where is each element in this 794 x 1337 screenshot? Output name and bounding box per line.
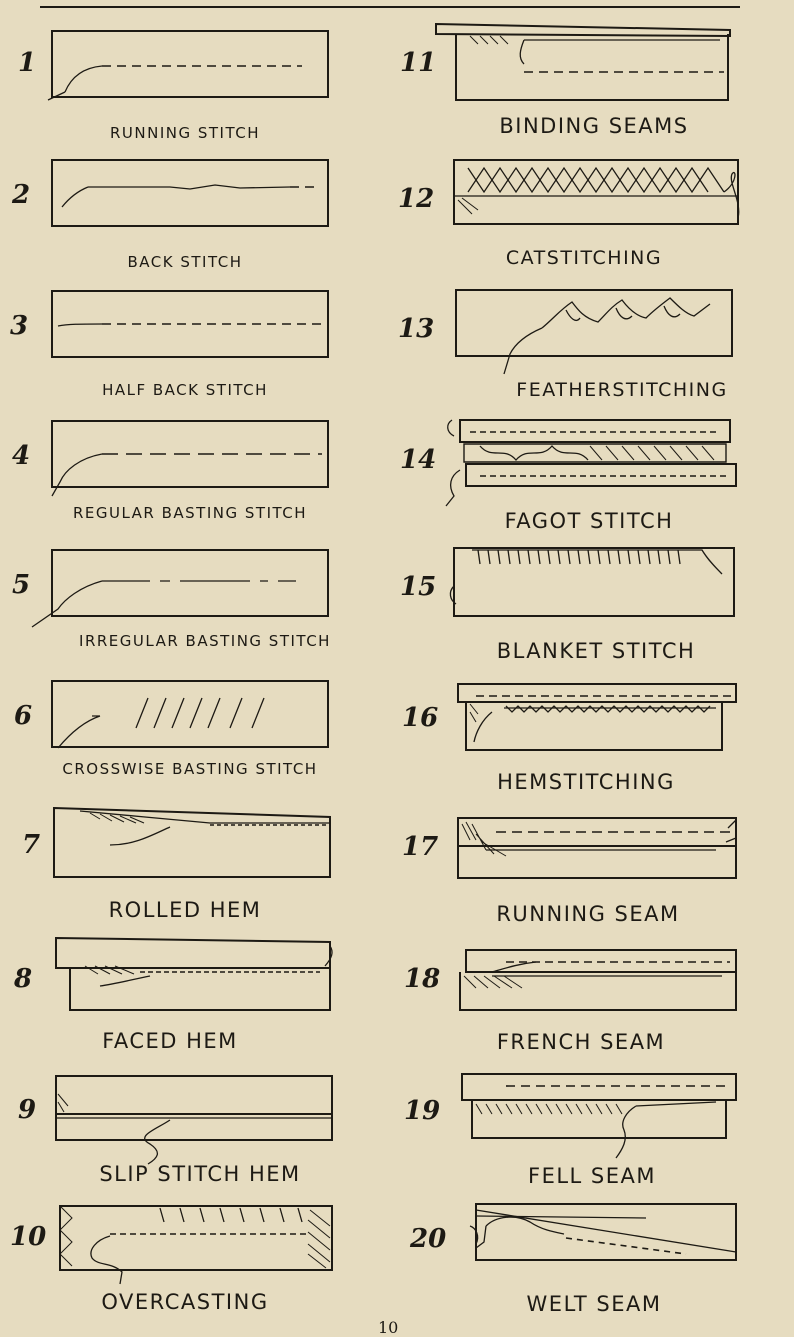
stitch-7-caption: ROLLED HEM	[108, 898, 262, 922]
stitch-1-number: 1	[18, 48, 37, 78]
stitch-7-number: 7	[22, 830, 41, 860]
stitch-10-number: 10	[10, 1222, 47, 1252]
top-rule	[40, 6, 740, 8]
stitch-8-caption: FACED HEM	[102, 1029, 238, 1053]
stitch-5-number: 5	[12, 570, 31, 600]
stitch-2-caption: BACK STITCH	[127, 253, 243, 271]
running-stitch-figure	[40, 28, 340, 103]
stitch-15-number: 15	[400, 572, 437, 602]
hemstitching-figure	[446, 678, 746, 758]
stitch-11-caption: BINDING SEAMS	[499, 114, 689, 138]
stitch-16-caption: HEMSTITCHING	[497, 770, 675, 794]
stitch-12-caption: CATSTITCHING	[505, 247, 663, 269]
stitch-14-caption: FAGOT STITCH	[504, 509, 674, 533]
crosswise-basting-stitch-figure	[40, 678, 340, 758]
stitch-11-number: 11	[400, 48, 437, 78]
stitch-3-number: 3	[10, 311, 29, 341]
slip-stitch-hem-figure	[40, 1072, 340, 1167]
stitch-12-number: 12	[398, 184, 435, 214]
back-stitch-figure	[40, 157, 340, 232]
stitch-19-caption: FELL SEAM	[527, 1164, 656, 1188]
stitch-16-number: 16	[402, 703, 439, 733]
irregular-basting-stitch-figure	[40, 547, 340, 627]
stitch-20-number: 20	[410, 1224, 447, 1254]
overcasting-figure	[40, 1196, 340, 1286]
stitch-14-number: 14	[400, 445, 437, 475]
welt-seam-figure	[446, 1196, 746, 1276]
featherstitching-figure	[448, 288, 748, 378]
stitch-10-caption: OVERCASTING	[101, 1290, 269, 1314]
stitch-1-caption: RUNNING STITCH	[109, 124, 261, 142]
stitch-18-caption: FRENCH SEAM	[496, 1030, 666, 1054]
binding-seams-figure	[430, 18, 740, 103]
stitch-18-number: 18	[404, 964, 441, 994]
stitch-20-caption: WELT SEAM	[526, 1292, 662, 1316]
stitch-13-caption: FEATHERSTITCHING	[516, 379, 728, 401]
stitch-4-caption: REGULAR BASTING STITCH	[72, 504, 308, 522]
rolled-hem-figure	[40, 805, 340, 885]
stitch-19-number: 19	[404, 1096, 441, 1126]
french-seam-figure	[446, 942, 746, 1017]
blanket-stitch-figure	[446, 542, 746, 622]
stitch-6-number: 6	[14, 701, 33, 731]
running-seam-figure	[446, 810, 746, 890]
stitch-4-number: 4	[12, 441, 31, 471]
stitch-2-number: 2	[12, 180, 31, 210]
stitch-9-number: 9	[18, 1095, 37, 1125]
faced-hem-figure	[40, 932, 340, 1017]
page-number: 10	[378, 1318, 399, 1337]
fell-seam-figure	[446, 1070, 746, 1160]
stitch-3-caption: HALF BACK STITCH	[102, 381, 268, 399]
stitch-8-number: 8	[14, 964, 33, 994]
stitch-17-caption: RUNNING SEAM	[496, 902, 680, 926]
stitch-17-number: 17	[402, 832, 439, 862]
fagot-stitch-figure	[440, 416, 740, 516]
stitch-13-number: 13	[398, 314, 435, 344]
stitch-6-caption: CROSSWISE BASTING STITCH	[62, 760, 318, 778]
stitch-5-caption: IRREGULAR BASTING STITCH	[79, 632, 331, 650]
stitch-9-caption: SLIP STITCH HEM	[99, 1162, 301, 1186]
regular-basting-stitch-figure	[40, 418, 340, 498]
stitch-15-caption: BLANKET STITCH	[496, 639, 696, 663]
half-back-stitch-figure	[40, 288, 340, 363]
catstitching-figure	[448, 152, 748, 232]
